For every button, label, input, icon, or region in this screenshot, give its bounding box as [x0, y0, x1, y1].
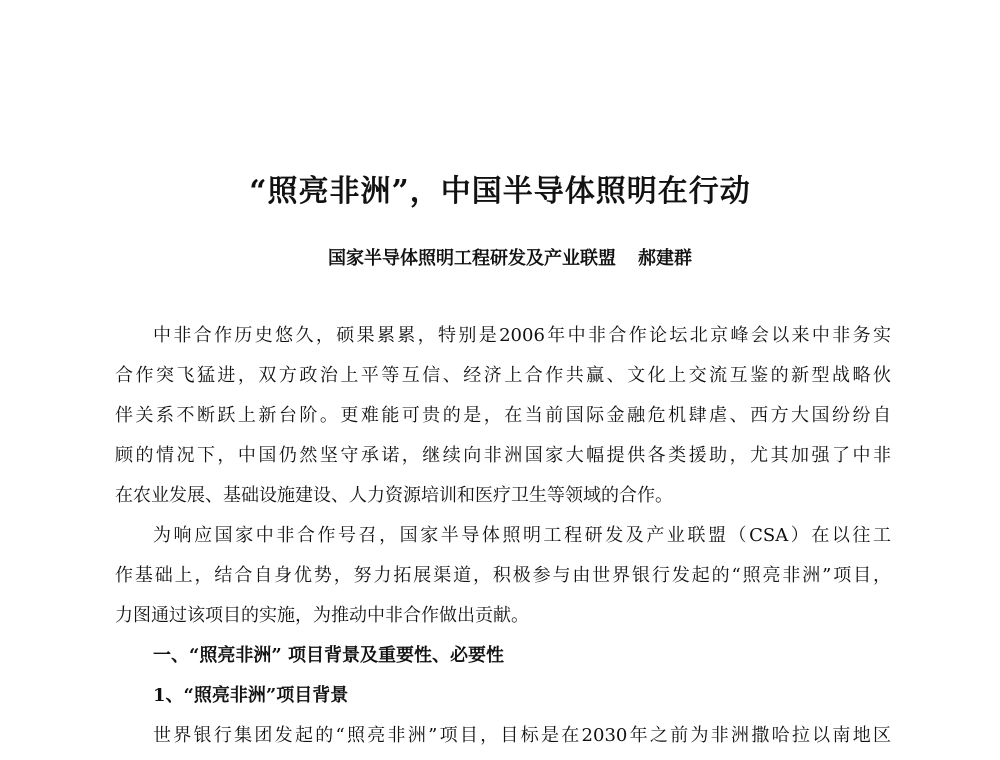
subsection-heading-1: 1、“照亮非洲”项目背景 [153, 685, 349, 706]
paragraph-1-line-2: 合作突飞猛进，双方政治上平等互信、经济上合作共赢、文化上交流互鉴的新型战略伙 [115, 365, 891, 386]
paragraph-1-line-4: 顾的情况下，中国仍然坚守承诺，继续向非洲国家大幅提供各类援助，尤其加强了中非 [115, 445, 891, 466]
byline [280, 244, 740, 274]
paragraph-3-line-1: 世界银行集团发起的“照亮非洲”项目，目标是在2030年之前为非洲撒哈拉以南地区 [153, 725, 891, 746]
section-heading-1: 一、“照亮非洲” 项目背景及重要性、必要性 [153, 645, 504, 666]
article-title: “照亮非洲”，中国半导体照明在行动 [249, 174, 751, 209]
article-body [115, 316, 891, 756]
paragraph-2-line-1: 为响应国家中非合作号召，国家半导体照明工程研发及产业联盟（CSA）在以往工 [153, 525, 891, 546]
author-organization: 国家半导体照明工程研发及产业联盟 [328, 248, 616, 269]
paragraph-2-line-3: 力图通过该项目的实施，为推动中非合作做出贡献。 [115, 605, 529, 626]
author-name: 郝建群 [638, 248, 692, 269]
paragraph-1-line-1: 中非合作历史悠久，硕果累累，特别是2006年中非合作论坛北京峰会以来中非务实 [153, 325, 891, 346]
paragraph-1-line-3: 伴关系不断跃上新台阶。更难能可贵的是，在当前国际金融危机肆虐、西方大国纷纷自 [115, 405, 891, 426]
paragraph-1-line-5: 在农业发展、基础设施建设、人力资源培训和医疗卫生等领域的合作。 [115, 485, 673, 506]
paragraph-2-line-2: 作基础上，结合自身优势，努力拓展渠道，积极参与由世界银行发起的“照亮非洲”项目， [115, 565, 891, 586]
